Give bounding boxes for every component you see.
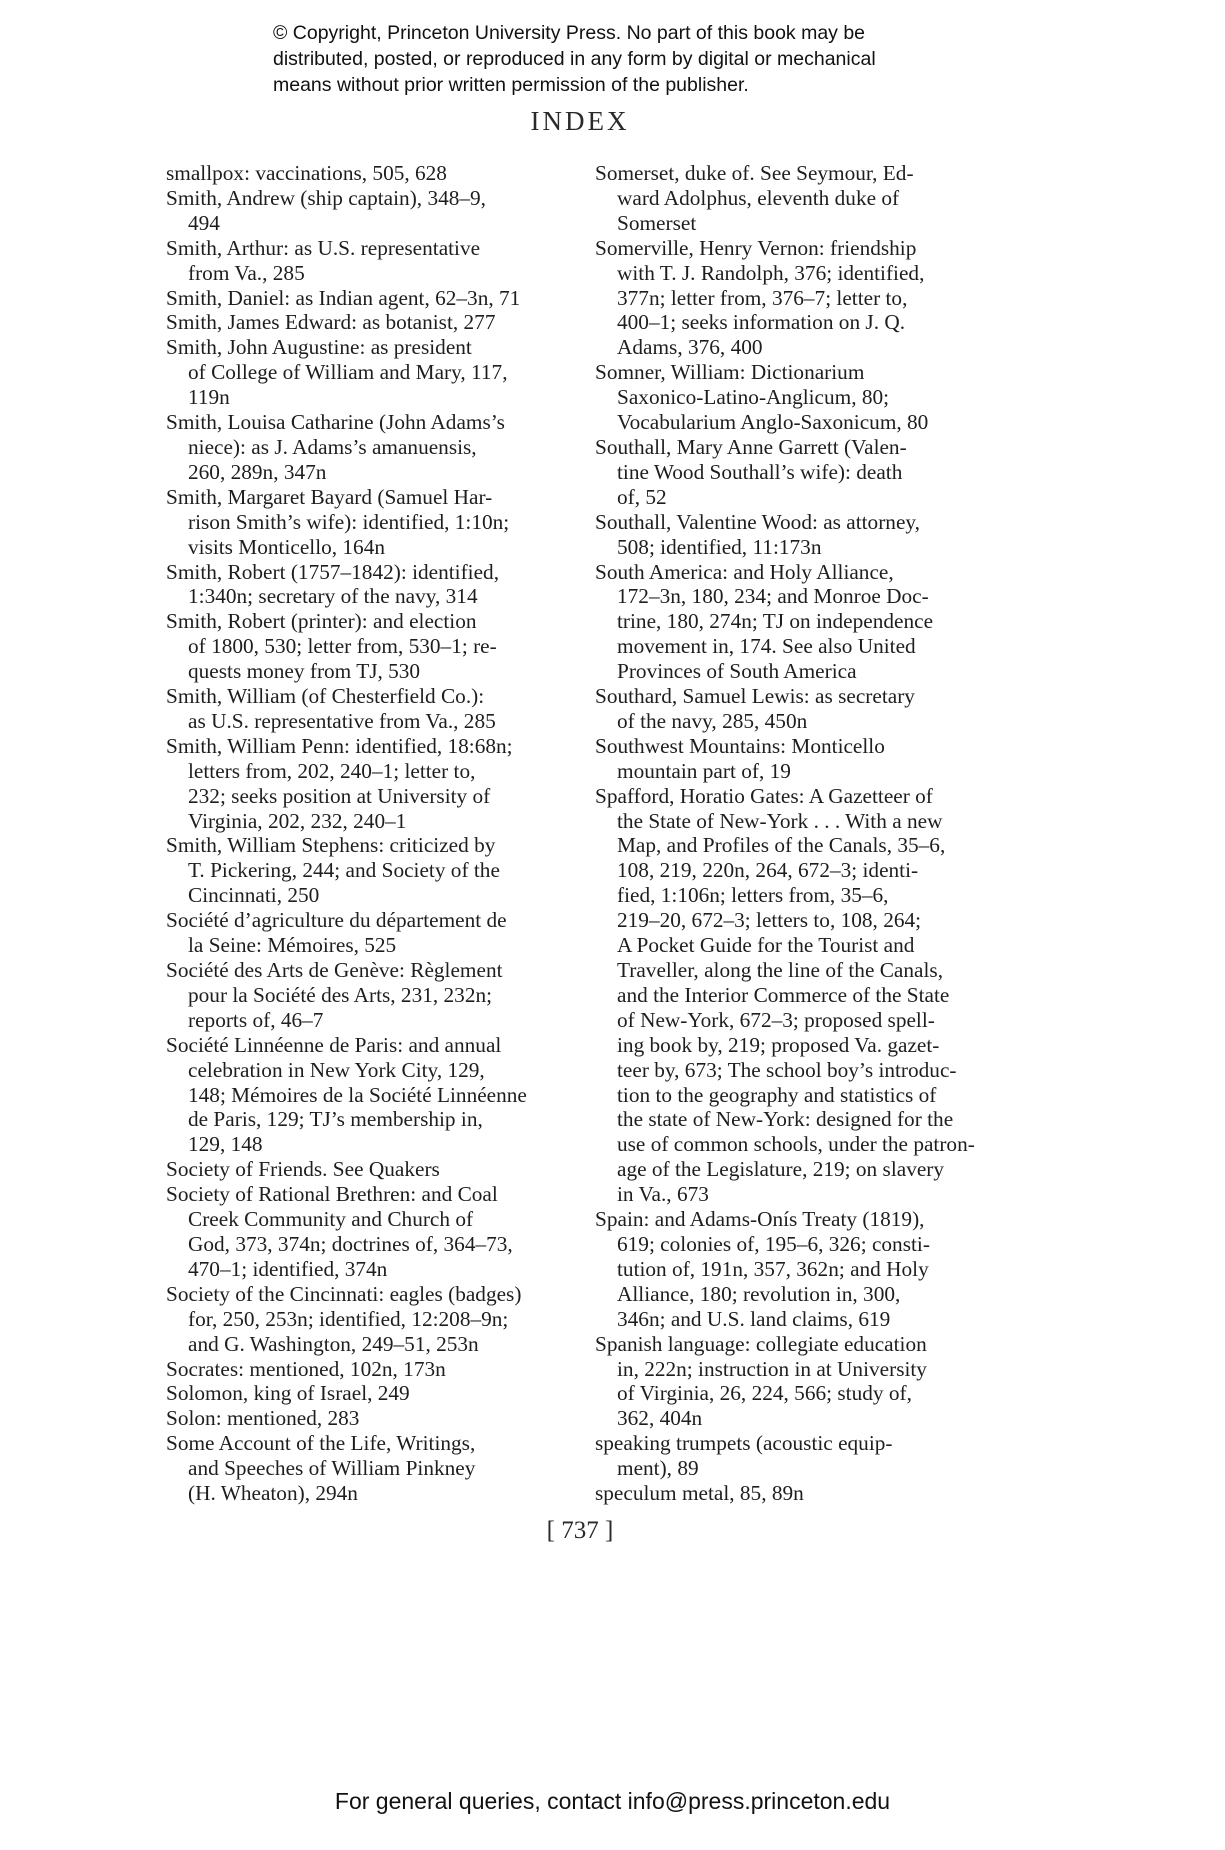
index-entry-line: Virginia, 202, 232, 240–1 [188,808,407,833]
index-entry-line: God, 373, 374n; doctrines of, 364–73, [188,1231,513,1256]
index-entry-line: speculum metal, 85, 89n [595,1481,804,1506]
index-entry-line: Society of Friends. See Quakers [166,1157,440,1182]
index-entry-line: the State of New-York . . . With a new [617,808,943,833]
index-entry-line: Smith, Daniel: as Indian agent, 62–3n, 71 [166,285,521,310]
index-entry-line: movement in, 174. See also United [617,634,916,659]
index-entry-line: Somner, William: Dictionarium [595,360,865,385]
index-entry [166,335,571,410]
index-entry [595,435,1015,510]
index-entry-line: Smith, Robert (1757–1842): identified, [166,559,500,584]
index-entry-line: pour la Société des Arts, 231, 232n; [188,982,493,1007]
index-entry-line: 260, 289n, 347n [188,459,327,484]
index-entry [166,734,571,834]
index-entry-line: Cincinnati, 250 [188,883,320,908]
index-entry-line: of New-York, 672–3; proposed spell- [617,1007,935,1032]
index-entry-line: Spafford, Horatio Gates: A Gazetteer of [595,783,933,808]
index-entry-line: 172–3n, 180, 234; and Monroe Doc- [617,584,929,609]
index-entry-line: ing book by, 219; proposed Va. gazet- [617,1032,940,1057]
index-entry-line: South America: and Holy Alliance, [595,559,894,584]
index-entry-line: mountain part of, 19 [617,758,791,783]
index-entry-line: letters from, 202, 240–1; letter to, [188,758,476,783]
index-entry-line: as U.S. representative from Va., 285 [188,708,496,733]
index-entry-line: 148; Mémoires de la Société Linnéenne [188,1082,527,1107]
index-entry-line: of Virginia, 26, 224, 566; study of, [617,1381,912,1406]
index-entry-line: Somerset [617,210,697,235]
index-entry-line: Smith, William Stephens: criticized by [166,833,496,858]
index-entry-line: Socrates: mentioned, 102n, 173n [166,1356,446,1381]
index-entry [166,161,571,186]
index-entry [166,310,571,335]
index-entry [595,560,1015,685]
index-entry-line: 494 [188,210,220,235]
index-entry [166,958,571,1033]
index-entry-line: Smith, William Penn: identified, 18:68n; [166,733,513,758]
index-entry [595,734,1015,784]
index-entry [166,1182,571,1282]
index-entry-line: Southard, Samuel Lewis: as secretary [595,684,915,709]
index-entry-line: Some Account of the Life, Writings, [166,1431,476,1456]
index-entry-line: of, 52 [617,484,667,509]
index-entry [166,908,571,958]
index-entry [166,1357,571,1382]
index-entry-line: fied, 1:106n; letters from, 35–6, [617,883,889,908]
index-column-right [595,161,1015,1506]
index-entry-line: Smith, Louisa Catharine (John Adams’s [166,410,505,435]
index-entry [166,1157,571,1182]
index-entry-line: Southall, Mary Anne Garrett (Valen- [595,434,907,459]
index-entry-line: 219–20, 672–3; letters to, 108, 264; [617,908,922,933]
index-entry-line: 400–1; seeks information on J. Q. [617,310,906,335]
index-entry [166,833,571,908]
index-entry [166,1282,571,1357]
index-entry-line: in, 222n; instruction in at University [617,1356,927,1381]
index-entry [166,684,571,734]
index-entry [595,1207,1015,1332]
index-entry-line: and G. Washington, 249–51, 253n [188,1331,479,1356]
index-entry [166,186,571,236]
index-entry-line: (H. Wheaton), 294n [188,1481,358,1506]
index-entry-line: tion to the geography and statistics of [617,1082,937,1107]
index-entry [595,161,1015,236]
copyright-line: distributed, posted, or reproduced in any form by digital or mechanical [273,48,876,70]
index-entry [595,1332,1015,1432]
index-entry-line: ward Adolphus, eleventh duke of [617,185,900,210]
index-entry-line: 1:340n; secretary of the navy, 314 [188,584,478,609]
index-entry-line: Provinces of South America [617,659,857,684]
index-entry-line: Alliance, 180; revolution in, 300, [617,1281,901,1306]
index-entry-line: and Speeches of William Pinkney [188,1456,476,1481]
index-entry-line: of 1800, 530; letter from, 530–1; re- [188,634,497,659]
index-entry-line: 129, 148 [188,1132,263,1157]
index-entry [595,1481,1015,1506]
index-entry-line: 362, 404n [617,1406,703,1431]
index-entry-line: reports of, 46–7 [188,1007,324,1032]
index-entry-line: quests money from TJ, 530 [188,659,421,684]
index-entry-line: Smith, James Edward: as botanist, 277 [166,310,496,335]
index-entry-line: Smith, Margaret Bayard (Samuel Har- [166,484,493,509]
index-entry [166,1033,571,1158]
index-entry [595,236,1015,361]
index-entry-line: Southwest Mountains: Monticello [595,733,885,758]
index-entry-line: Spanish language: collegiate education [595,1331,927,1356]
index-entry-line: age of the Legislature, 219; on slavery [617,1157,945,1182]
index-entry-line: Adams, 376, 400 [617,335,763,360]
index-entry-line: Société des Arts de Genève: Règlement [166,958,503,982]
index-entry [595,684,1015,734]
page-title: INDEX [530,106,630,136]
index-entry-line: Map, and Profiles of the Canals, 35–6, [617,833,946,858]
index-entry-line: T. Pickering, 244; and Society of the [188,858,500,883]
index-entry-line: in Va., 673 [617,1182,709,1207]
footer-contact: For general queries, contact info@press.princeton.edu [334,1788,891,1814]
index-entry-line: teer by, 673; The school boy’s introduc- [617,1057,957,1082]
index-entry [595,510,1015,560]
index-entry-line: Society of the Cincinnati: eagles (badges) [166,1281,522,1306]
index-entry-line: ment), 89 [617,1456,699,1481]
index-entry-line: Spain: and Adams-Onís Treaty (1819), [595,1207,925,1232]
index-entry-line: Smith, Robert (printer): and election [166,609,477,634]
index-entry-line: 346n; and U.S. land claims, 619 [617,1306,891,1331]
index-entry [166,485,571,560]
index-entry-line: use of common schools, under the patron- [617,1132,975,1157]
index-entry-line: celebration in New York City, 129, [188,1057,485,1082]
index-entry-line: Smith, Andrew (ship captain), 348–9, [166,185,487,210]
index-entry-line: Southall, Valentine Wood: as attorney, [595,509,920,534]
index-entry-line: Creek Community and Church of [188,1207,474,1232]
index-column-left [166,161,571,1506]
index-entry-line: 108, 219, 220n, 264, 672–3; identi- [617,858,919,883]
index-entry-line: visits Monticello, 164n [188,534,385,559]
index-entry [595,784,1015,1207]
index-entry-line: niece): as J. Adams’s amanuensis, [188,434,477,459]
index-entry-line: Société d’agriculture du département de [166,908,507,933]
index-entry-line: Solomon, king of Israel, 249 [166,1381,410,1406]
index-entry-line: 470–1; identified, 374n [188,1256,388,1281]
index-entry [166,236,571,286]
index-entry-line: smallpox: vaccinations, 505, 628 [166,161,447,185]
index-entry-line: tution of, 191n, 357, 362n; and Holy [617,1256,929,1281]
index-entry [166,1431,571,1506]
index-entry-line: Smith, John Augustine: as president [166,335,472,360]
index-entry-line: speaking trumpets (acoustic equip- [595,1431,893,1456]
copyright-line: means without prior written permission of the publisher. [273,74,749,96]
index-entry-line: tine Wood Southall’s wife): death [617,459,903,484]
index-entry [166,410,571,485]
index-entry [595,360,1015,435]
page-number: [ 737 ] [546,1517,614,1544]
index-entry-line: rison Smith’s wife): identified, 1:10n; [188,509,510,534]
index-entry-line: Saxonico-Latino-Anglicum, 80; [617,385,890,410]
copyright-line: © Copyright, Princeton University Press. No part of this book may be [273,22,866,44]
index-entry-line: Vocabularium Anglo-Saxonicum, 80 [617,410,929,435]
index-entry-line: la Seine: Mémoires, 525 [188,933,397,958]
index-entry-line: Smith, Arthur: as U.S. representative [166,235,481,260]
index-entry [166,560,571,610]
index-entry-line: with T. J. Randolph, 376; identified, [617,260,925,285]
index-entry [595,1431,1015,1481]
index-entry-line: Société Linnéenne de Paris: and annual [166,1032,502,1057]
index-entry-line: of College of William and Mary, 117, [188,360,508,385]
index-entry-line: for, 250, 253n; identified, 12:208–9n; [188,1306,509,1331]
index-entry-line: 119n [188,385,230,410]
index-entry-line: from Va., 285 [188,260,305,285]
index-entry-line: the state of New-York: designed for the [617,1107,954,1132]
index-entry-line: Somerville, Henry Vernon: friendship [595,235,917,260]
index-entry-line: Smith, William (of Chesterfield Co.): [166,684,485,709]
index-entry-line: 232; seeks position at University of [188,783,491,808]
index-entry-line: Somerset, duke of. See Seymour, Ed- [595,161,914,185]
index-entry [166,286,571,311]
index-entry-line: A Pocket Guide for the Tourist and [617,933,915,958]
index-entry-line: and the Interior Commerce of the State [617,982,950,1007]
index-entry-line: trine, 180, 274n; TJ on independence [617,609,934,634]
index-entry-line: Society of Rational Brethren: and Coal [166,1182,498,1207]
index-entry [166,1381,571,1406]
index-entry-line: de Paris, 129; TJ’s membership in, [188,1107,483,1132]
index-entry-line: Traveller, along the line of the Canals, [617,958,944,982]
index-entry [166,1406,571,1431]
copyright-notice [273,20,993,98]
index-entry-line: 508; identified, 11:173n [617,534,822,559]
index-entry-line: of the navy, 285, 450n [617,708,808,733]
index-entry [166,609,571,684]
index-entry-line: 377n; letter from, 376–7; letter to, [617,285,908,310]
index-entry-line: 619; colonies of, 195–6, 326; consti- [617,1231,930,1256]
index-entry-line: Solon: mentioned, 283 [166,1406,360,1431]
